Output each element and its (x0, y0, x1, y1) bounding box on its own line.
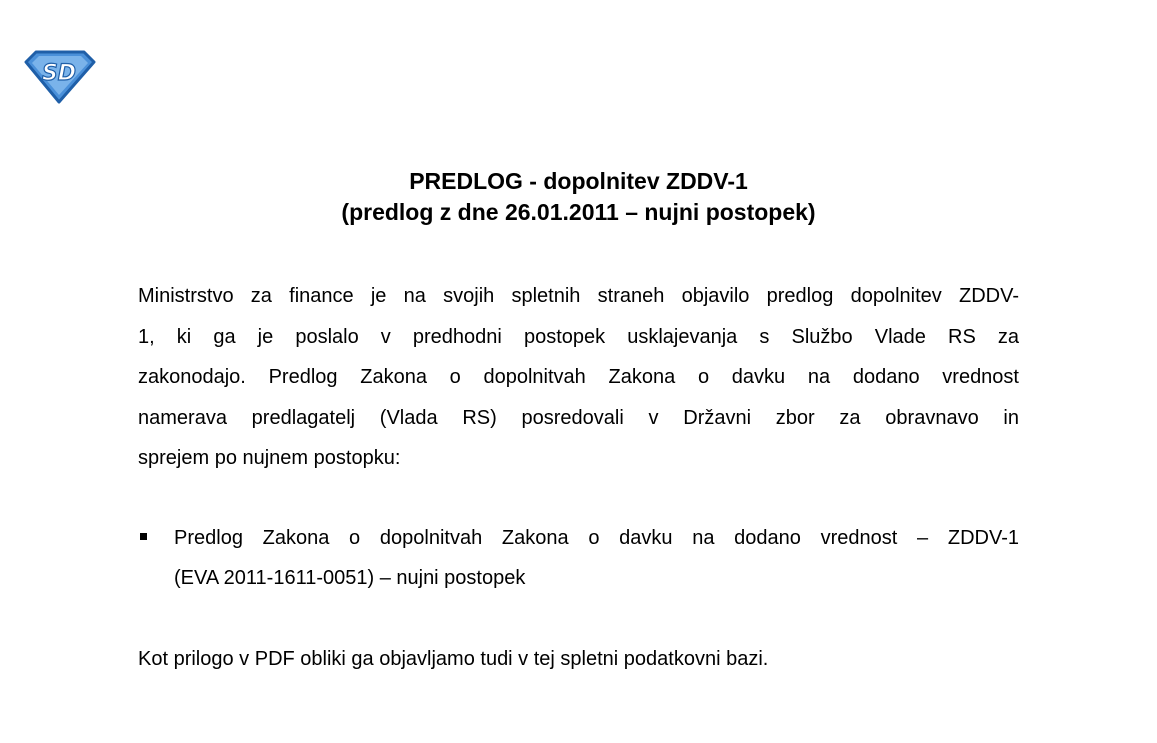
paragraph-line: zakonodajo. Predlog Zakona o dopolnitvah Zakona o davku na dodano vrednost (138, 366, 1019, 388)
square-bullet-icon (140, 533, 147, 540)
bullet-line: (EVA 2011-1611-0051) – nujni postopek (174, 567, 526, 589)
paragraph-line: namerava predlagatelj (Vlada RS) posredovali v Državni zbor za obravnavo in (138, 406, 1019, 429)
paragraph-line: Ministrstvo za finance je na svojih spletnih straneh objavilo predlog dopolnitev ZDDV- (138, 285, 1019, 307)
logo-letters: SD (41, 61, 77, 86)
intro-paragraph (138, 276, 1019, 479)
title-line-2: (predlog z dne 26.01.2011 – nujni postopek) (341, 199, 816, 225)
bullet-line: Predlog Zakona o dopolnitvah Zakona o davku na dodano vrednost – ZDDV-1 (174, 527, 1019, 549)
sd-shield-logo (22, 50, 96, 104)
title-line-1: PREDLOG - dopolnitev ZDDV-1 (409, 168, 748, 194)
sd-logo-icon (22, 50, 96, 104)
paragraph-line: sprejem po nujnem postopku: (138, 447, 401, 469)
paragraph-line: 1, ki ga je poslalo v predhodni postopek usklajevanja s Službo Vlade RS za (138, 325, 1019, 348)
document-title (0, 166, 1157, 228)
bullet-list (138, 518, 1019, 598)
list-item (138, 518, 1019, 598)
closing-paragraph: Kot prilogo v PDF obliki ga objavljamo tudi v tej spletni podatkovni bazi. (138, 648, 769, 670)
